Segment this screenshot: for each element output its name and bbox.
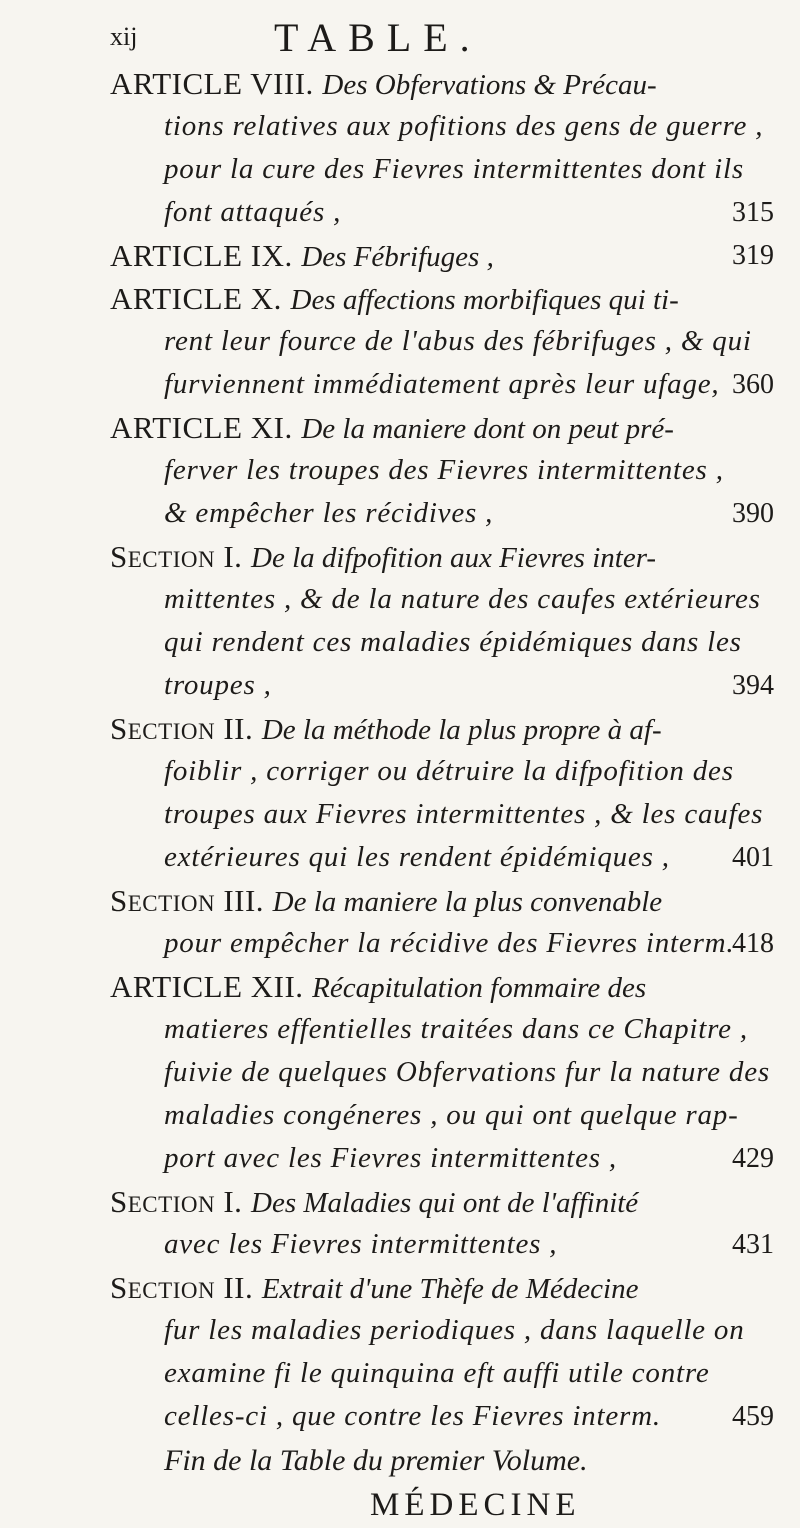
toc-line [110,320,774,363]
entry-heading: SECTION II. [110,1270,254,1305]
entry-heading: ARTICLE IX. [110,238,293,273]
entry-page-number: 315 [732,197,774,228]
toc-line [110,1180,774,1223]
entry-title-text: extérieures qui les rendent épidémiques , [164,841,670,873]
entry-title-text: Récapitulation fommaire des [312,972,647,1004]
entry-title-text: font attaqués , [164,196,342,228]
entry-title-text: Des affections morbifiques qui ti- [290,284,679,316]
catchword: MÉDECINE [370,1487,581,1523]
entry-title-text: Des Maladies qui ont de l'affinité [251,1187,639,1219]
entry-title-text: fuivie de quelques Obfervations fur la nature des [164,1056,770,1088]
toc-line [110,1309,774,1352]
entry-title-text: celles-ci , que contre les Fievres interm. [164,1400,661,1432]
toc-line [110,62,774,105]
entry-title-text: matieres effentielles traitées dans ce Chapitre , [164,1013,748,1045]
entry-heading: ARTICLE XII. [110,969,304,1004]
toc-line [110,664,774,707]
entry-title-text: mittentes , & de la nature des caufes extérieures [164,583,761,615]
entry-title-text: furviennent immédiatement après leur ufage, [164,368,720,400]
toc-line [110,148,774,191]
toc-line [110,965,774,1008]
entry-heading: SECTION III. [110,883,265,918]
entry-title-text: maladies congéneres , ou qui ont quelque rap- [164,1099,739,1131]
entry-page-number: 429 [732,1143,774,1174]
entry-heading: SECTION I. [110,539,243,574]
toc-line [110,836,774,879]
toc-line [110,621,774,664]
toc-line [110,922,774,965]
toc-line [110,1094,774,1137]
toc-entry [110,234,774,277]
toc-line [110,492,774,535]
toc-line [110,707,774,750]
entry-heading: SECTION II. [110,711,254,746]
toc-line [110,578,774,621]
entry-title-text: fur les maladies periodiques , dans laquelle on [164,1314,745,1346]
entry-heading: ARTICLE VIII. [110,66,314,101]
toc-entry [110,707,774,879]
entry-title-text: De la maniere dont on peut pré- [301,413,674,445]
entry-page-number: 401 [732,842,774,873]
toc-line [110,1137,774,1180]
toc-line [110,191,774,234]
entry-title-text: Extrait d'une Thèfe de Médecine [261,1273,639,1305]
entry-title-text: rent leur fource de l'abus des fébrifuges , & qui [164,325,752,357]
page-number: xij [110,22,138,51]
entry-title-text: avec les Fievres intermittentes , [164,1228,558,1260]
entry-title-text: qui rendent ces maladies épidémiques dans les [164,626,742,658]
toc-entry [110,535,774,707]
entry-title-text: De la maniere la plus convenable [272,886,663,918]
entry-page-number: 319 [732,240,774,271]
entry-title-text: examine fi le quinquina eft auffi utile contre [164,1357,710,1389]
entry-title-text: foiblir , corriger ou détruire la difpofition des [164,755,734,787]
page-header [110,14,760,66]
table-of-contents [0,62,800,1528]
toc-entry [110,1180,774,1266]
toc-entry [110,406,774,535]
entry-title-text: De la méthode la plus propre à af- [261,714,662,746]
entry-title-text: Des Obfervations & Précau- [322,69,657,101]
toc-entry [110,62,774,234]
entry-title-text: ferver les troupes des Fievres intermittentes , [164,454,724,486]
entry-title-text: port avec les Fievres intermittentes , [164,1142,617,1174]
toc-line [110,1008,774,1051]
entry-heading: SECTION I. [110,1184,243,1219]
entry-title-text: pour empêcher la récidive des Fievres interm. [164,927,735,959]
toc-line [110,1266,774,1309]
toc-line [110,750,774,793]
toc-line [110,449,774,492]
toc-entry [110,1266,774,1438]
entry-page-number: 360 [732,369,774,400]
closing-note: Fin de la Table du premier Volume. [164,1444,588,1477]
entry-title-text: & empêcher les récidives , [164,497,494,529]
entry-title-text: pour la cure des Fievres intermittentes dont ils [164,153,744,185]
toc-line [110,234,774,277]
entry-heading: ARTICLE X. [110,281,282,316]
entry-title-text: tions relatives aux pofitions des gens de guerre , [164,110,764,142]
entry-title-text: De la difpofition aux Fievres inter- [251,542,657,574]
toc-line [110,105,774,148]
entry-page-number: 431 [732,1229,774,1260]
entry-page-number: 390 [732,498,774,529]
entry-heading: ARTICLE XI. [110,410,293,445]
toc-entry [110,879,774,965]
toc-line [110,1352,774,1395]
entry-title-text: Des Fébrifuges , [301,241,494,273]
entry-page-number: 459 [732,1401,774,1432]
entry-page-number: 418 [732,928,774,959]
toc-line [110,793,774,836]
toc-line [110,1051,774,1094]
toc-line [110,879,774,922]
toc-entry [110,277,774,406]
toc-line [110,406,774,449]
toc-line [110,535,774,578]
running-title: TABLE. [274,15,482,60]
toc-line [110,277,774,320]
entry-page-number: 394 [732,670,774,701]
toc-entry [110,965,774,1180]
toc-line [110,1223,774,1266]
entry-title-text: troupes aux Fievres intermittentes , & les caufes [164,798,764,830]
toc-line [110,1395,774,1438]
toc-line [110,363,774,406]
entry-title-text: troupes , [164,669,272,701]
